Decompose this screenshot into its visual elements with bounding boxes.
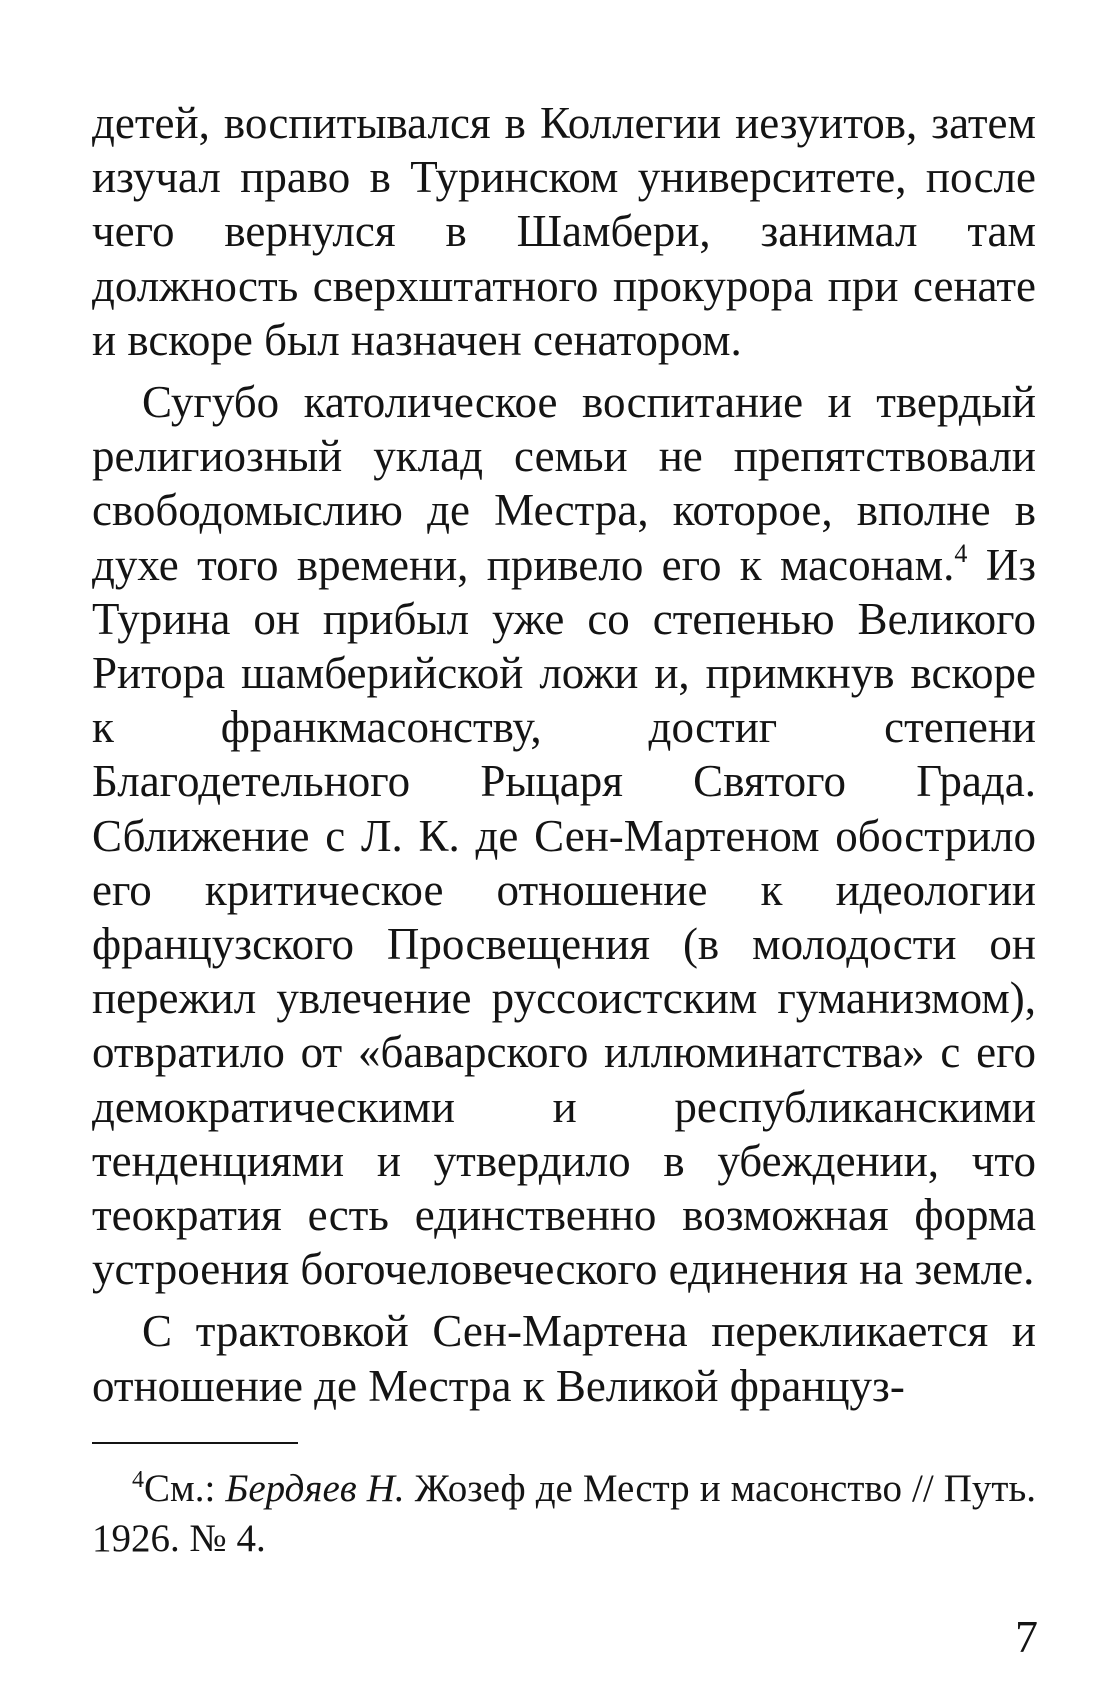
paragraph-1-text: детей, воспитывался в Коллегии иезуитов, затем изучал право в Туринском университете, после чего вернулся в Шамбери, занимал там должность сверхштатного прокурора при сенате и вскоре был назначен сенатором. — [92, 98, 1036, 365]
footnote-author: Бердяев Н. — [225, 1467, 405, 1510]
paragraph-3-text: С трактовкой Сен-Мартена перекликается и отношение де Местра к Великой француз- — [92, 1306, 1036, 1411]
footnote-divider — [92, 1442, 298, 1444]
footnote-citation: Жозеф де Местр и масонство // Путь. 1926. № 4. — [92, 1467, 1037, 1560]
footnote-reference: 4 — [954, 538, 968, 568]
footnote — [92, 1464, 1036, 1564]
footnote-number: 4 — [132, 1467, 144, 1493]
paragraph-3 — [92, 1304, 1036, 1412]
main-text — [92, 96, 1036, 1413]
page-number: 7 — [1015, 1611, 1038, 1662]
paragraph-2-text-start: Сугубо католическое воспитание и твердый религиозный уклад семьи не препятствовали свободомыслию де Местра, которое, вполне в духе того времени, привело его к масонам. — [92, 377, 1036, 590]
paragraph-2 — [92, 375, 1036, 1296]
footnote-prefix: См.: — [144, 1467, 226, 1510]
paragraph-2-text-end: Из Турина он прибыл уже со степенью Великого Ритора шамберийской ложи и, примкнув вскоре к франкмасонству, достиг степени Благодетельного Рыцаря Святого Града. Сближение с Л. К. де Сен-Мартеном обострило его критическое отношение к идеологии французского Просвещения (в молодости он пережил увлечение руссоистским гуманизмом), отвратило от «баварского иллюминатства» с его демократическими и республиканскими тенденциями и утвердило в убеждении, что теократия есть единственно возможная форма устроения богочеловеческого единения на земле. — [92, 539, 1036, 1295]
paragraph-1 — [92, 96, 1036, 367]
